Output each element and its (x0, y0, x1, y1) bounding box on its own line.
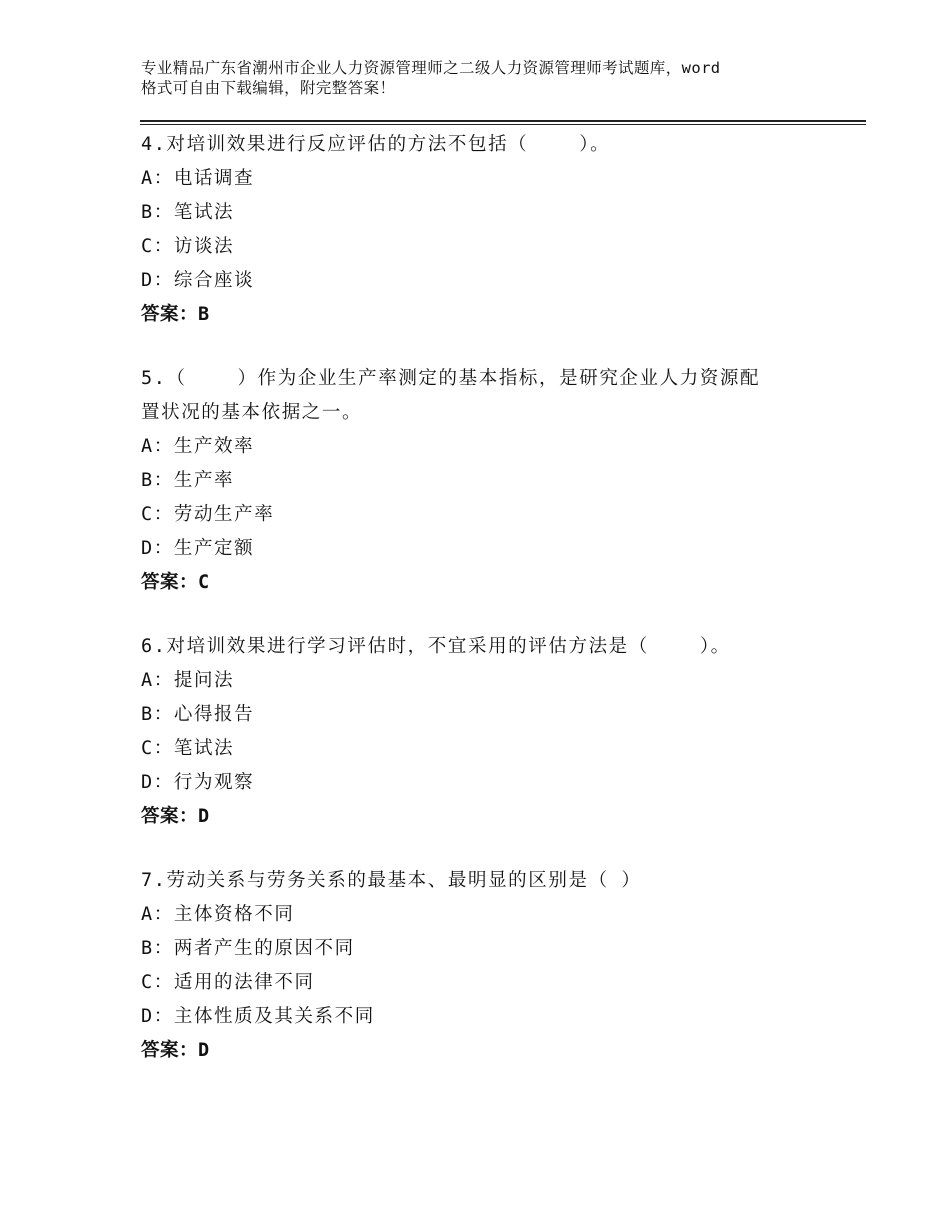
option-a: A：提问法 (141, 670, 235, 691)
question-stem: 4.对培训效果进行反应评估的方法不包括（ ）。 (141, 134, 611, 155)
answer: 答案：B (141, 304, 210, 325)
question-list (141, 128, 841, 1098)
option-c: C：访谈法 (141, 236, 235, 257)
question-7 (141, 864, 841, 1068)
question-5 (141, 362, 841, 600)
question-stem-line-2: 置状况的基本依据之一。 (141, 402, 363, 423)
option-d: D：主体性质及其关系不同 (141, 1006, 375, 1027)
option-a: A：电话调查 (141, 168, 255, 189)
option-d: D：行为观察 (141, 772, 255, 793)
question-stem: 7.劳动关系与劳务关系的最基本、最明显的区别是（ ） (141, 870, 642, 891)
question-stem-line-1: 5.（ ）作为企业生产率测定的基本指标，是研究企业人力资源配 (141, 368, 761, 389)
question-6 (141, 630, 841, 834)
answer: 答案：C (141, 572, 210, 593)
header-line-2: 格式可自由下载编辑，附完整答案！ (141, 79, 396, 97)
answer: 答案：D (141, 1040, 210, 1061)
option-c: C：劳动生产率 (141, 504, 275, 525)
question-stem: 6.对培训效果进行学习评估时，不宜采用的评估方法是（ ）。 (141, 636, 731, 657)
option-a: A：生产效率 (141, 436, 255, 457)
option-b: B：生产率 (141, 470, 235, 491)
option-c: C：适用的法律不同 (141, 972, 315, 993)
question-4 (141, 128, 841, 332)
header-line-1: 专业精品广东省潮州市企业人力资源管理师之二级人力资源管理师考试题库，word (141, 59, 721, 77)
option-a: A：主体资格不同 (141, 904, 295, 925)
answer: 答案：D (141, 806, 210, 827)
option-b: B：心得报告 (141, 704, 255, 725)
option-c: C：笔试法 (141, 738, 235, 759)
option-b: B：笔试法 (141, 202, 235, 223)
option-d: D：综合座谈 (141, 270, 255, 291)
option-d: D：生产定额 (141, 538, 255, 559)
header-rule-thick (140, 120, 866, 122)
header-rule-thin (140, 124, 866, 125)
document-header (141, 58, 841, 98)
option-b: B：两者产生的原因不同 (141, 938, 355, 959)
